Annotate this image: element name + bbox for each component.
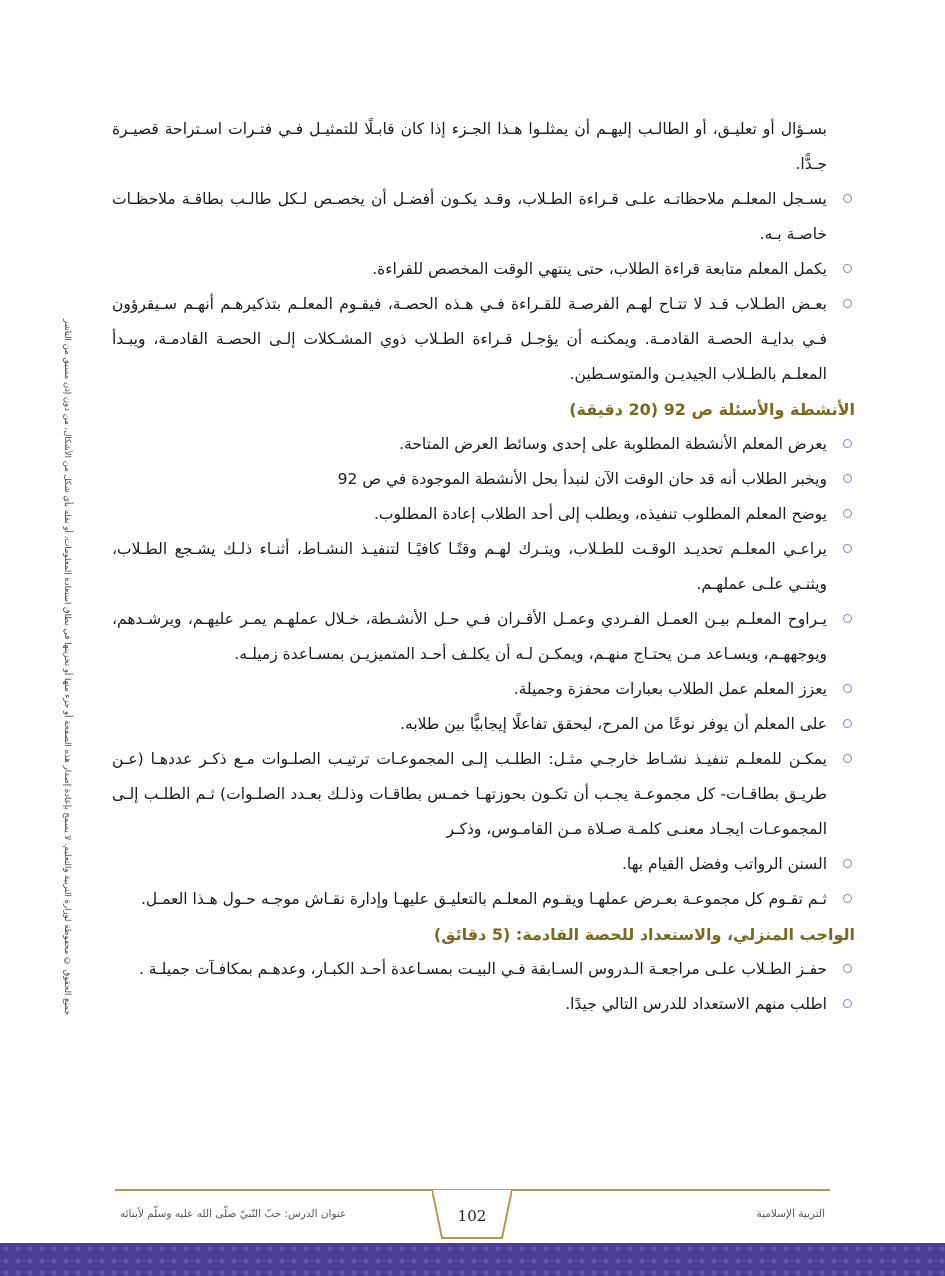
- circle-bullet-icon: [843, 894, 852, 903]
- list-item-text: يـراوح المعلـم بيـن العمـل الفـردي وعمـل الأقـران فـي حـل الأنشـطة، خـلال عملهـم يمـر عليهـم، ويرشـدهم، ويوجههـم، ويسـاعد مـن يحتـاج منهـم، ويمكـن لـه أن يكلـف أحـد المتميزيـن بمسـاعدة زميلـه.: [112, 610, 827, 663]
- list-item-text: يوضح المعلم المطلوب تنفيذه، ويطلب إلى أحد الطلاب إعادة المطلوب.: [373, 505, 827, 523]
- circle-bullet-icon: [843, 264, 852, 273]
- footer-subject: التربية الإسلامية: [756, 1208, 825, 1220]
- list-item: [112, 532, 857, 602]
- page-number: 102: [457, 1207, 487, 1225]
- list-item: [112, 847, 857, 882]
- footer-lesson-title: عنوان الدرس: حبّ النّبيّ صلّى الله عليه وسلّم لأبنائه: [120, 1208, 347, 1220]
- list-item: [112, 742, 857, 847]
- bottom-decorative-band: [0, 1243, 945, 1276]
- list-item-text: حفـز الطـلاب علـى مراجعـة الـدروس السـابقة فـي البيـت بمسـاعدة أحـد الكبـار، وعدهـم بمكافـآت جميلـة .: [138, 960, 827, 978]
- list-item: [112, 462, 857, 497]
- circle-bullet-icon: [843, 439, 852, 448]
- section-heading-homework: الواجب المنزلي، والاستعداد للحصة القادمة: (5 دقائق): [433, 925, 855, 944]
- list-item-text: ويخبر الطلاب أنه قد حان الوقت الآن لنبدأ بحل الأنشطة الموجودة في ص 92: [337, 470, 827, 488]
- intro-paragraph: بسـؤال أو تعليـق، أو الطالـب إليهـم أن يمثلـوا هـذا الجـزء إذا كان قابـلًا للتمثيـل فـي فتـرات اسـتراحة قصيـرة جـدًّا.: [112, 120, 827, 173]
- list-item-text: السنن الرواتب وفضل القيام بها.: [622, 855, 827, 873]
- list-item-text: يمكـن للمعلـم تنفيـذ نشـاط خارجـي مثـل: الطلـب إلـى المجموعـات ترتيـب الصلـوات مـع ذكـر عددهـا (عـن طريـق بطاقـات- كل مجموعـة يجـب أن تكـون بحوزتهـا خمـس بطاقـات وذلـك بعـدد الصلـوات) ثـم الطلـب إلـى المجموعـات ايجـاد معنـى كلمـة صـلاة مـن القامـوس، وذكـر: [112, 750, 827, 838]
- list-item: [112, 287, 857, 392]
- list-item: [112, 252, 857, 287]
- list-item-text: على المعلم أن يوفر نوعًا من المرح، ليحقق تفاعلًا إيجابيًّا بين طلابه.: [400, 715, 827, 733]
- circle-bullet-icon: [843, 964, 852, 973]
- circle-bullet-icon: [843, 999, 852, 1008]
- list-item-text: يعزز المعلم عمل الطلاب بعبارات محفزة وجميلة.: [513, 680, 827, 698]
- circle-bullet-icon: [843, 299, 852, 308]
- list-item: [112, 497, 857, 532]
- list-item-text: اطلب منهم الاستعداد للدرس التالي جيدًا.: [565, 995, 827, 1013]
- circle-bullet-icon: [843, 859, 852, 868]
- page-content: [112, 112, 857, 1022]
- list-item: [112, 672, 857, 707]
- list-item: [112, 882, 857, 917]
- list-item: [112, 987, 857, 1022]
- circle-bullet-icon: [843, 474, 852, 483]
- list-item-text: ثـم تقـوم كل مجموعـة بعـرض عملهـا ويقـوم المعلـم بالتعليـق عليهـا وإدارة نقـاش موجـه حـول هـذا العمـل.: [140, 890, 827, 908]
- list-item: [112, 952, 857, 987]
- list-item-text: يراعـي المعلـم تحديـد الوقـت للطـلاب، ويتـرك لهـم وقتًـا كافيًـا لتنفيـذ النشـاط، أثنـاء ذلـك يشـجع الطـلاب، ويثنـي علـى عملهـم.: [112, 540, 827, 593]
- section-heading-activities: الأنشطة والأسئلة ص 92 (20 دقيقة): [569, 400, 855, 419]
- list-item-text: يكمل المعلم متابعة قراءة الطلاب، حتى ينتهي الوقت المخصص للقراءة.: [372, 260, 827, 278]
- copyright-side-note: جميع الحقوق © محفوظة لوزارة التربية والتعليم. لا يسمح بإعادة إصدار هذه الصفحة أو جزء منها أو تخزينها في نطاق استعادة المعلومات، أو نقله بأي شكل من الأشكال، من دون إذن مسبق من الناشر: [62, 318, 72, 1015]
- list-item-text: يعرض المعلم الأنشطة المطلوبة على إحدى وسائط العرض المتاحة.: [399, 435, 827, 453]
- list-item: [112, 602, 857, 672]
- circle-bullet-icon: [843, 509, 852, 518]
- list-item: [112, 707, 857, 742]
- circle-bullet-icon: [843, 719, 852, 728]
- circle-bullet-icon: [843, 194, 852, 203]
- circle-bullet-icon: [843, 544, 852, 553]
- list-item-text: بعـض الطـلاب قـد لا تتـاح لهـم الفرصـة للقـراءة فـي هـذه الحصـة، فيقـوم المعلـم بتذكيرهـم أنهـم سـيقرؤون فـي بدايـة الحصـة القادمـة. ويمكنـه أن يؤجـل قـراءة الطـلاب ذوي المشـكلات إلـى الحصـة القادمـة، ويبـدأ المعلـم بالطـلاب الجيديـن والمتوسـطين.: [112, 295, 827, 383]
- list-item: [112, 427, 857, 462]
- circle-bullet-icon: [843, 614, 852, 623]
- list-item-text: يسـجل المعلـم ملاحظاتـه علـى قـراءة الطـلاب، وقـد يكـون أفضـل أن يخصـص لـكل طالـب بطاقـة ملاحظـات خاصـة بـه.: [112, 190, 827, 243]
- circle-bullet-icon: [843, 684, 852, 693]
- circle-bullet-icon: [843, 754, 852, 763]
- list-item: [112, 182, 857, 252]
